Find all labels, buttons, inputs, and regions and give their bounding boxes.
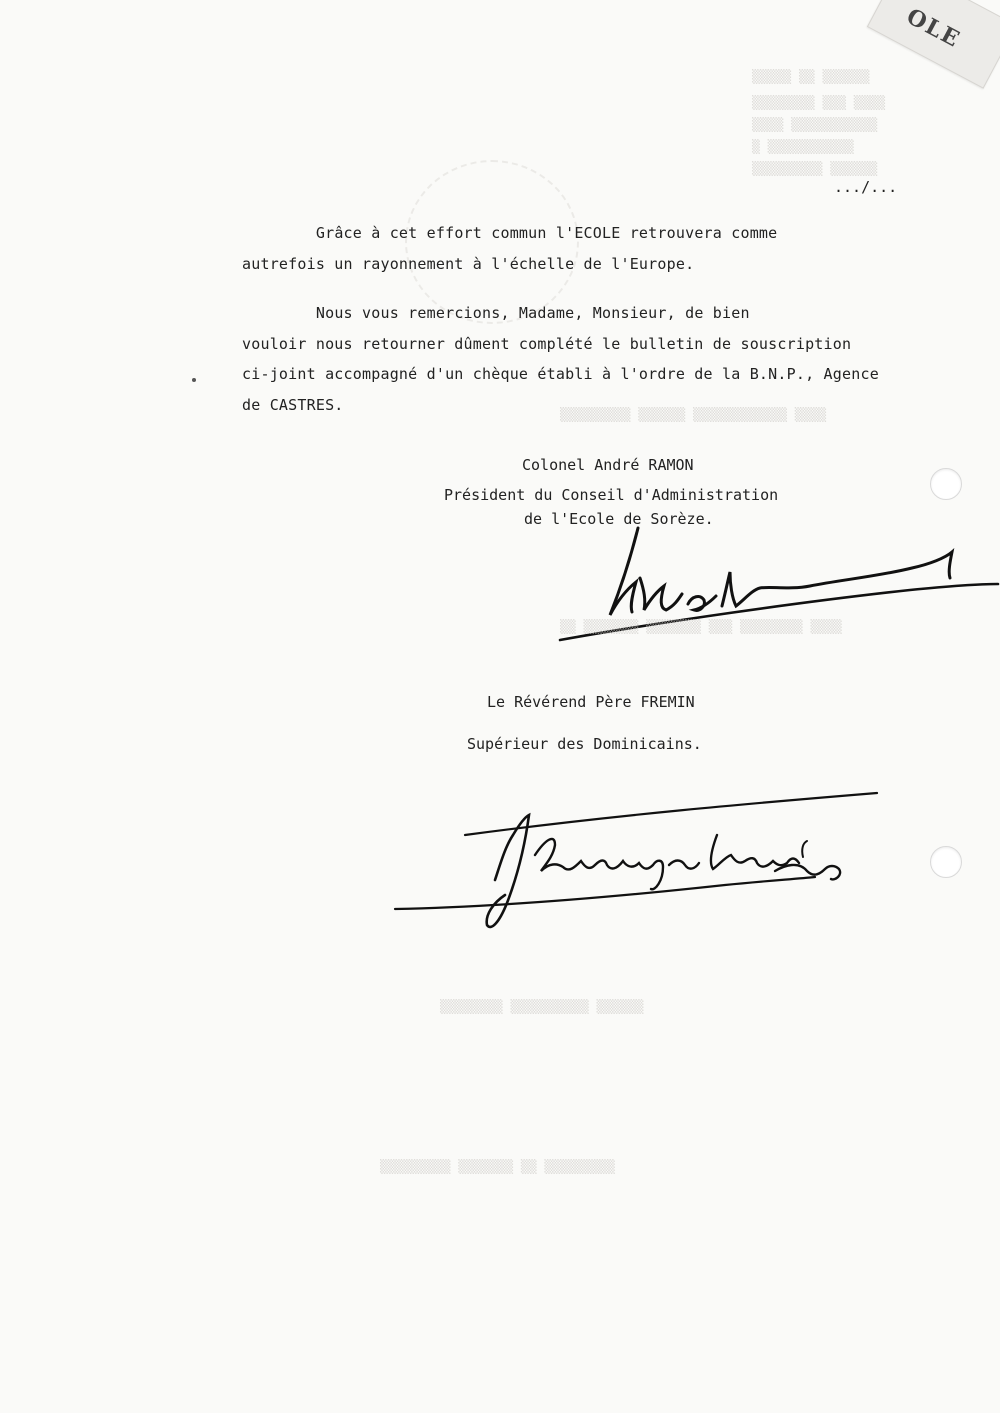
paragraph-2: Nous vous remercions, Madame, Monsieur, de bien vouloir nous retourner dûment complété le bulletin de souscription ci-joint accompagné d'un chèque établi à l'ordre de la B.N.P., Agence de CASTRES. [242, 304, 879, 414]
margin-mark [192, 378, 196, 382]
signatory-2-name: Le Révérend Père FREMIN [487, 693, 695, 711]
bleed-through-text: ▒▒▒▒▒▒▒▒▒ ▒▒▒▒▒▒ [752, 162, 878, 177]
bleed-through-text: ▒▒▒▒▒▒▒▒ ▒▒▒ ▒▒▒▒ [752, 96, 886, 111]
punch-hole-top [930, 468, 962, 500]
bleed-through-text: ▒▒▒▒ ▒▒▒▒▒▒▒▒▒▒▒ [752, 118, 878, 133]
corner-tab-text: OLE [902, 3, 966, 54]
bleed-through-text: ▒▒▒▒▒ ▒▒ ▒▒▒▒▒▒ [752, 70, 870, 85]
page-continuation-mark: .../... [834, 178, 898, 196]
signatory-1-title-line-2: de l'Ecole de Sorèze. [524, 510, 714, 528]
corner-tab [867, 0, 1000, 89]
bleed-through-text: ▒▒▒▒▒▒▒▒▒ ▒▒▒▒▒▒ ▒▒▒▒▒▒▒▒▒▒▒▒ ▒▒▒▒ [560, 408, 827, 423]
bleed-through-text: ▒▒▒▒▒▒▒▒ ▒▒▒▒▒▒▒▒▒▒ ▒▒▒▒▒▒ [440, 1000, 644, 1015]
signatory-1-title-line-1: Président du Conseil d'Administration [444, 486, 779, 504]
signatory-1-name: Colonel André RAMON [522, 456, 694, 474]
bleed-through-text: ▒▒ ▒▒▒▒▒▒▒ ▒▒▒▒▒▒▒ ▒▒▒ ▒▒▒▒▒▒▒▒ ▒▒▒▒ [560, 620, 842, 635]
signature-fremin [395, 785, 885, 935]
signatory-2-title: Supérieur des Dominicains. [467, 735, 702, 753]
bleed-through-text: ▒▒▒▒▒▒▒▒▒ ▒▒▒▒▒▒▒ ▒▒ ▒▒▒▒▒▒▒▒▒ [380, 1160, 615, 1175]
punch-hole-bottom [930, 846, 962, 878]
paragraph-1: Grâce à cet effort commun l'ECOLE retrouvera comme autrefois un rayonnement à l'échelle de l'Europe. [242, 224, 778, 273]
bleed-through-text: ▒ ▒▒▒▒▒▒▒▒▒▒▒ [752, 140, 854, 155]
